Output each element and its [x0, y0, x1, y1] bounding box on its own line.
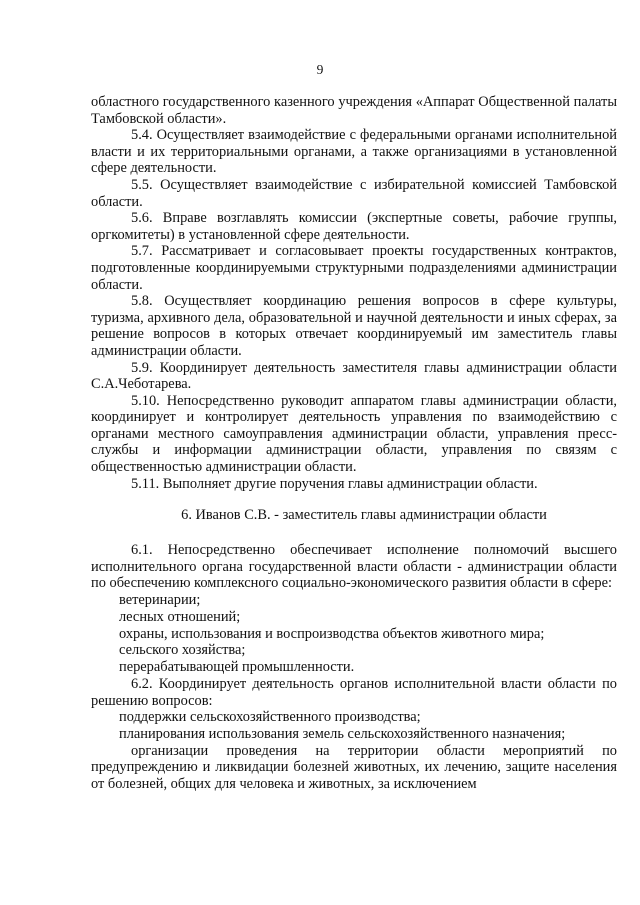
list-item: поддержки сельскохозяйственного производства;	[119, 709, 421, 726]
paragraph-5-10: 5.10. Непосредственно руководит аппаратом главы администрации области, координирует и контролирует деятельность управления по взаимодействию с органами местного самоуправления администрации области, управления пресс-службы и информации администрации области, управления по связям с общественностью администрации области.	[91, 392, 617, 476]
paragraph-5-8: 5.8. Осуществляет координацию решения вопросов в сфере культуры, туризма, архивного дела, образовательной и научной деятельности и иных сферах, за решение вопросов в которых отвечает координируемый им заместитель главы администрации области.	[91, 293, 617, 359]
spacer	[91, 524, 617, 542]
list-item: планирования использования земель сельскохозяйственного назначения;	[119, 726, 566, 742]
paragraph-5-6: 5.6. Вправе возглавлять комиссии (экспертные советы, рабочие группы, оргкомитеты) в установленной сфере деятельности.	[91, 210, 617, 243]
spacer	[91, 492, 617, 507]
paragraph-6-1: 6.1. Непосредственно обеспечивает исполнение полномочий высшего исполнительного органа государственной власти области - администрации области по обеспечению комплексного социально-экономического развития области в сфере:	[91, 542, 617, 592]
list-6-2	[91, 709, 617, 743]
list-item: перерабатывающей промышленности.	[119, 659, 355, 676]
list-item: охраны, использования и воспроизводства объектов животного мира;	[119, 625, 545, 642]
paragraph-5-4: 5.4. Осуществляет взаимодействие с федеральными органами исполнительной власти и их территориальными органами, а также организациями в установленной сфере деятельности.	[91, 127, 617, 177]
list-6-1	[91, 592, 617, 676]
list-item: ветеринарии;	[119, 592, 201, 609]
paragraph-5-11: 5.11. Выполняет другие поручения главы администрации области.	[131, 475, 538, 492]
paragraphs-section-5	[91, 94, 617, 492]
paragraph-5-5: 5.5. Осуществляет взаимодействие с избирательной комиссией Тамбовской области.	[91, 176, 617, 210]
document-body	[91, 94, 617, 793]
paragraph-5-7: 5.7. Рассматривает и согласовывает проекты государственных контрактов, подготовленные координируемыми структурными подразделениями администрации области.	[91, 243, 617, 293]
list-item: сельского хозяйства;	[119, 642, 246, 659]
paragraph-continuation: областного государственного казенного учреждения «Аппарат Общественной палаты Тамбовской области».	[91, 94, 617, 127]
section-heading: 6. Иванов С.В. - заместитель главы администрации области	[181, 507, 547, 524]
paragraph-6-2-continued: организации проведения на территории области мероприятий по предупреждению и ликвидации болезней животных, их лечению, защите населения от болезней, общих для человека и животных, за исключением	[91, 742, 617, 792]
paragraph-5-9: 5.9. Координирует деятельность заместителя главы администрации области С.А.Чеботарева.	[91, 359, 617, 393]
page-number: 9	[316, 62, 324, 77]
paragraph-6-2: 6.2. Координирует деятельность органов исполнительной власти области по решению вопросов:	[91, 676, 617, 709]
list-item: лесных отношений;	[119, 608, 241, 625]
